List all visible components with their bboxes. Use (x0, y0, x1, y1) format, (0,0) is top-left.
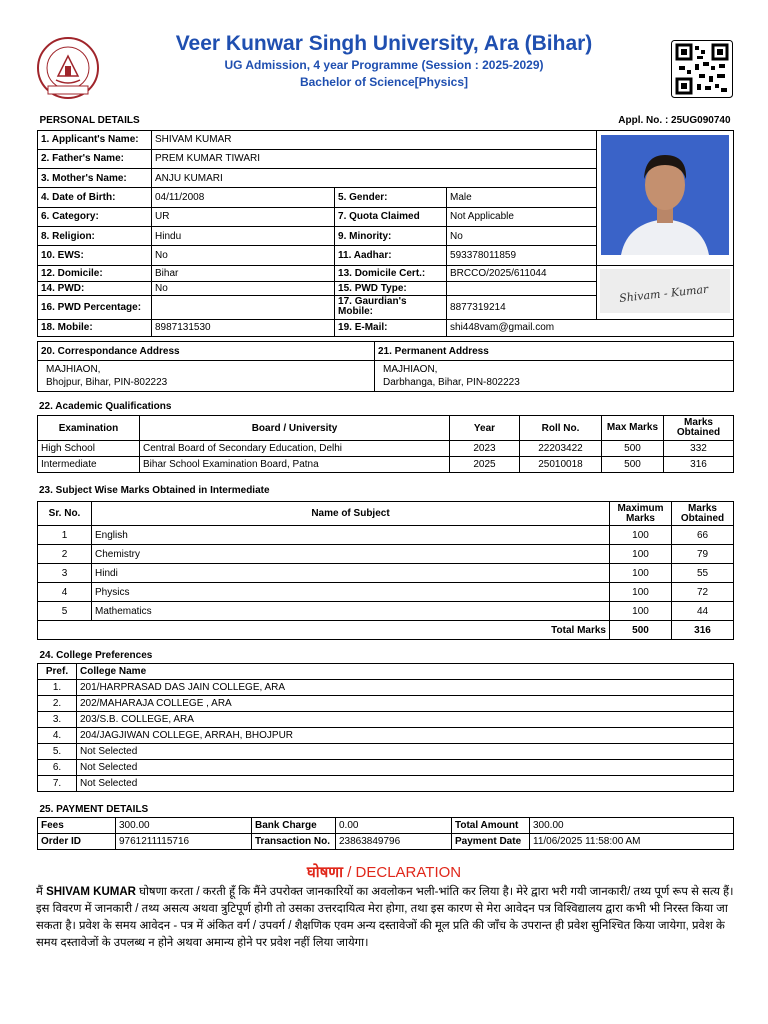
signature-text: Shivam - Kumar (618, 282, 709, 305)
section-title: 25. PAYMENT DETAILS (38, 802, 734, 817)
personal-details-table (37, 111, 734, 337)
table-cell: 3. (38, 711, 77, 727)
ews: No (152, 246, 335, 265)
field-label: 13. Domicile Cert.: (335, 265, 447, 281)
table-row (38, 526, 734, 545)
table-cell: Not Selected (77, 759, 734, 775)
table-row (38, 727, 734, 743)
gender: Male (447, 188, 597, 207)
field-label: 14. PWD: (38, 281, 152, 295)
table-cell: 2025 (450, 457, 520, 473)
religion: Hindu (152, 226, 335, 245)
email: shi448vam@gmail.com (447, 319, 734, 336)
field-label: 5. Gender: (335, 188, 447, 207)
declaration-prefix: मैं (36, 886, 47, 898)
table-cell: 1 (38, 526, 92, 545)
domicile: Bihar (152, 265, 335, 281)
table-cell: Intermediate (38, 457, 140, 473)
total-label: Total Marks (38, 621, 610, 640)
table-cell: 100 (610, 564, 672, 583)
table-row (38, 583, 734, 602)
table-cell: 203/S.B. COLLEGE, ARA (77, 711, 734, 727)
permanent-address-label: 21. Permanent Address (375, 342, 734, 361)
table-cell: 500 (602, 441, 664, 457)
field-label: 12. Domicile: (38, 265, 152, 281)
field-label: Bank Charge (252, 817, 336, 833)
table-row (38, 711, 734, 727)
column-header: Name of Subject (92, 502, 610, 526)
table-cell: Mathematics (92, 602, 610, 621)
field-label: 17. Gaurdian's Mobile: (335, 295, 447, 319)
applicant-name: SHIVAM KUMAR (152, 130, 597, 149)
declaration-applicant-name: SHIVAM KUMAR (46, 886, 136, 898)
section-title: 23. Subject Wise Marks Obtained in Intermediate (39, 485, 270, 496)
field-label: 1. Applicant's Name: (38, 130, 152, 149)
field-label: 4. Date of Birth: (38, 188, 152, 207)
academic-table (37, 415, 734, 473)
table-cell: 2 (38, 545, 92, 564)
table-cell: Chemistry (92, 545, 610, 564)
field-label: Fees (38, 817, 116, 833)
table-cell: 4. (38, 727, 77, 743)
address-line: MAJHIAON, (46, 364, 101, 375)
field-label: 10. EWS: (38, 246, 152, 265)
table-cell: Not Selected (77, 743, 734, 759)
table-cell: 4 (38, 583, 92, 602)
table-cell: 5. (38, 743, 77, 759)
field-label: 6. Category: (38, 207, 152, 226)
table-cell: 100 (610, 583, 672, 602)
address-line: Bhojpur, Bihar, PIN-802223 (46, 377, 168, 388)
column-header: Sr. No. (38, 502, 92, 526)
table-cell: 1. (38, 679, 77, 695)
signature-icon (597, 266, 733, 316)
field-label: 15. PWD Type: (335, 281, 447, 295)
field-label: Transaction No. (252, 833, 336, 849)
table-row (38, 759, 734, 775)
column-header: Board / University (140, 416, 450, 441)
table-cell: 7. (38, 775, 77, 791)
application-number: Appl. No. : 25UG090740 (335, 111, 734, 130)
bank-charge-value: 0.00 (336, 817, 452, 833)
correspondence-address (38, 361, 375, 392)
applicant-photo-icon (597, 131, 733, 262)
table-cell: 100 (610, 526, 672, 545)
column-header: Marks Obtained (672, 502, 734, 526)
field-label: 18. Mobile: (38, 319, 152, 336)
column-header: Maximum Marks (610, 502, 672, 526)
total-row (38, 621, 734, 640)
table-row (38, 775, 734, 791)
table-row (38, 545, 734, 564)
category: UR (152, 207, 335, 226)
field-label: Total Amount (452, 817, 530, 833)
table-cell: 332 (664, 441, 734, 457)
aadhar: 593378011859 (447, 246, 597, 265)
declaration-title-english: / DECLARATION (343, 864, 462, 881)
qr-code-icon (671, 40, 733, 98)
address-line: Darbhanga, Bihar, PIN-802223 (383, 377, 520, 388)
mother-name: ANJU KUMARI (152, 169, 597, 188)
session-subtitle: UG Admission, 4 year Programme (Session : 2025-2029) (224, 58, 544, 72)
column-header: Roll No. (520, 416, 602, 441)
table-cell: Physics (92, 583, 610, 602)
fees-value: 300.00 (116, 817, 252, 833)
table-row (38, 743, 734, 759)
pwd-percentage (152, 295, 335, 319)
table-cell: 55 (672, 564, 734, 583)
table-row (38, 602, 734, 621)
total-max: 500 (610, 621, 672, 640)
transaction-no-value: 23863849796 (336, 833, 452, 849)
order-id-value: 9761211115716 (116, 833, 252, 849)
field-label: 7. Quota Claimed (335, 207, 447, 226)
address-table (37, 341, 734, 392)
table-row (38, 695, 734, 711)
table-row (38, 441, 734, 457)
column-header: Marks Obtained (664, 416, 734, 441)
quota: Not Applicable (447, 207, 597, 226)
table-cell: 25010018 (520, 457, 602, 473)
minority: No (447, 226, 597, 245)
table-cell: English (92, 526, 610, 545)
pwd: No (152, 281, 335, 295)
field-label: Payment Date (452, 833, 530, 849)
table-cell: 44 (672, 602, 734, 621)
table-cell: 22203422 (520, 441, 602, 457)
table-cell: 202/MAHARAJA COLLEGE , ARA (77, 695, 734, 711)
document-header (0, 0, 768, 108)
table-cell: 3 (38, 564, 92, 583)
date-of-birth: 04/11/2008 (152, 188, 335, 207)
table-cell: Not Selected (77, 775, 734, 791)
declaration-title (0, 862, 768, 882)
table-cell: 79 (672, 545, 734, 564)
section-title: PERSONAL DETAILS (38, 111, 335, 130)
field-label: 3. Mother's Name: (38, 169, 152, 188)
field-label: 8. Religion: (38, 226, 152, 245)
field-label: 2. Father's Name: (38, 149, 152, 168)
table-cell: 66 (672, 526, 734, 545)
father-name: PREM KUMAR TIWARI (152, 149, 597, 168)
declaration-text (36, 884, 736, 952)
payment-details-table (37, 802, 734, 850)
declaration-title-hindi: घोषणा (306, 864, 344, 881)
field-label: 19. E-Mail: (335, 319, 447, 336)
payment-date-value: 11/06/2025 11:58:00 AM (530, 833, 734, 849)
column-header: Pref. (38, 663, 77, 679)
permanent-address (375, 361, 734, 392)
table-cell: 100 (610, 602, 672, 621)
declaration-body: घोषणा करता / करती हूँ कि मैंने उपरोक्त जानकारियों का अवलोकन भली-भांति कर लिया है। मेरे द्वारा भरी गयी जानकारी/ तथ्य पूर्ण रूप से सत्य हैं। इस विवरण में जानकारी / तथ्य असत्य अथवा त्रुटिपूर्ण होगी तो उसका उत्तरदायित्व मेरा होगा, तथा इस कारण से मेरा आवेदन पत्र विश्विद्यालय द्वारा कभी भी निरस्त किया जा सकता है। प्रवेश के समय आवेदन - पत्र में अंकित वर्ग / उपवर्ग / शैक्षणिक एवम अन्य दस्तावेजों की मूल प्रति की जाँच के उपरान्त ही प्रवेश सुनिश्चित किया जायेगा, प्रवेश के समय दस्तावेजों के उपलब्ध न होने अथवा अमान्य होने पर प्रवेश नहीं लिया जायेगा। (36, 886, 734, 949)
field-label: Order ID (38, 833, 116, 849)
table-cell: 6. (38, 759, 77, 775)
column-header: College Name (77, 663, 734, 679)
table-cell: High School (38, 441, 140, 457)
photo-cell (597, 130, 734, 265)
table-cell: 2. (38, 695, 77, 711)
guardian-mobile: 8877319214 (447, 295, 597, 319)
table-cell: 72 (672, 583, 734, 602)
table-cell: 2023 (450, 441, 520, 457)
table-row (38, 564, 734, 583)
table-cell: 100 (610, 545, 672, 564)
signature-cell (597, 265, 734, 319)
domicile-cert: BRCCO/2025/611044 (447, 265, 597, 281)
table-cell: 5 (38, 602, 92, 621)
table-row (38, 457, 734, 473)
subject-marks-table (37, 501, 734, 640)
table-row (38, 679, 734, 695)
field-label: 11. Aadhar: (335, 246, 447, 265)
table-cell: 316 (664, 457, 734, 473)
field-label: 9. Minority: (335, 226, 447, 245)
course-name: Bachelor of Science[Physics] (299, 75, 469, 89)
pwd-type (447, 281, 597, 295)
section-title: 24. College Preferences (38, 648, 734, 663)
total-amount-value: 300.00 (530, 817, 734, 833)
table-cell: 204/JAGJIWAN COLLEGE, ARRAH, BHOJPUR (77, 727, 734, 743)
total-obtained: 316 (672, 621, 734, 640)
correspondence-address-label: 20. Correspondance Address (38, 342, 375, 361)
university-title: Veer Kunwar Singh University, Ara (Bihar) (175, 32, 593, 55)
table-cell: 201/HARPRASAD DAS JAIN COLLEGE, ARA (77, 679, 734, 695)
table-cell: Bihar School Examination Board, Patna (140, 457, 450, 473)
mobile: 8987131530 (152, 319, 335, 336)
table-cell: 500 (602, 457, 664, 473)
table-cell: Hindi (92, 564, 610, 583)
column-header: Examination (38, 416, 140, 441)
column-header: Year (450, 416, 520, 441)
column-header: Max Marks (602, 416, 664, 441)
table-cell: Central Board of Secondary Education, Delhi (140, 441, 450, 457)
section-title: 22. Academic Qualifications (39, 401, 172, 412)
college-preferences-table (37, 648, 734, 792)
address-line: MAJHIAON, (383, 364, 438, 375)
field-label: 16. PWD Percentage: (38, 295, 152, 319)
